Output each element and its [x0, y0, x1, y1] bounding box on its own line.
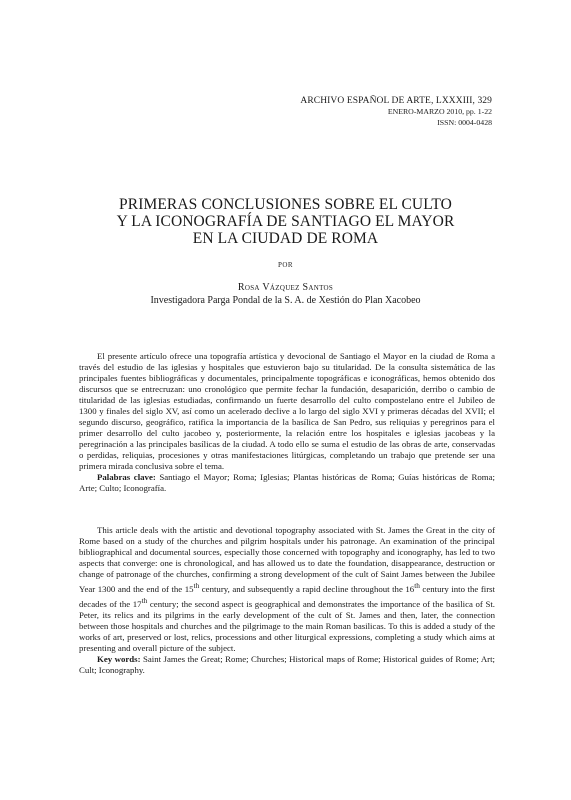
abstract-text-part: This article deals with the artistic and devotional topography associated with St. James the Great in the city of Rome based on a study of the churches and pilgrim hospitals under his patronage. An examination of the principal bibliographical and documental sources, especially those concerned with topography and iconography, has led to two aspects that converge: one is chronological, and has allowed us to date the foundation, disappearance, destruction or change of patronage of the churches, confirming a strong development of the cult of Saint James between the Jubilee Year 1300 and the end of the 15 — [79, 525, 495, 594]
abstract-english — [79, 525, 495, 676]
abstract-spanish — [79, 351, 495, 494]
author-affiliation: Investigadora Parga Pondal de la S. A. de Xestión do Plan Xacobeo — [150, 295, 421, 306]
abstract-text-part: century into the first decades of the 17 — [79, 583, 495, 609]
abstract-text: El presente artículo ofrece una topografía artística y devocional de Santiago el Mayor en la ciudad de Roma a través del estudio de las iglesias y hospitales que estuvieron bajo su titularidad. De la consulta sistemática de las principales fuentes bibliográficas y documentales, principalmente topográficas e iconográficas, hemos obtenido dos discursos que se entrecruzan: uno cronológico que permite fechar la fundación, desaparición, derribo o cambio de titularidad de las iglesias estudiadas, confirmando un fuerte desarrollo del culto compostelano entre el Jubileo de 1300 y finales del siglo XV, así como un acelerado declive a lo largo del siglo XVI y primeras décadas del XVII; el segundo discurso, geográfico, ratifica la importancia de la basílica de San Pedro, sus reliquias y peregrinos para el primer desarrollo del culto jacobeo y, posteriormente, la relación entre los hospitales e iglesias jacobeas y la peregrinación a las principales basílicas de la ciudad. A todo ello se suma el estudio de las obras de arte, conservadas o perdidas, reliquias, procesiones y otras manifestaciones litúrgicas, completando un trabajo que pretende ser una primera mirada conclusiva sobre el tema. — [79, 351, 495, 471]
keywords-list: Santiago el Mayor; Roma; Iglesias; Plantas históricas de Roma; Guías históricas de Roma; Arte; Culto; Iconografía. — [79, 472, 495, 493]
abstract-text-part: century; the second aspect is geographical and demonstrates the importance of the basilica of St. Peter, its relics and its pilgrims in the early development of the cult of St. James and then, later, the connection between those hospitals and churches and the pilgrimage to the main Roman basilicas. To this is added a study of the works of art, preserved or lost, relics, processions and other liturgical expressions, completing a study which aims at presenting and overall picture of the subject. — [79, 598, 496, 653]
journal-issue-pages: ENERO-MARZO 2010, pp. 1-22 — [387, 107, 492, 117]
article-title — [60, 196, 511, 247]
by-label: POR — [277, 261, 294, 269]
abstract-text-part: century, and subsequently a rapid decline throughout the 16 — [199, 583, 415, 594]
keywords-paragraph — [79, 472, 495, 494]
ordinal-suffix: th — [193, 581, 200, 590]
ordinal-suffix: th — [141, 595, 148, 605]
abstract-text — [79, 525, 495, 654]
title-line: EN LA CIUDAD DE ROMA — [192, 230, 379, 247]
journal-issn: ISSN: 0004-0428 — [437, 117, 492, 127]
title-line: Y LA ICONOGRAFÍA DE SANTIAGO EL MAYOR — [116, 213, 455, 230]
keywords-label: Palabras clave: — [97, 472, 156, 482]
keywords-list: Saint James the Great; Rome; Churches; Historical maps of Rome; Historical guides of Rome; Art; Cult; Iconography. — [79, 653, 495, 675]
keywords-label: Key words: — [97, 653, 141, 664]
author-name: Rosa Vázquez Santos — [237, 282, 334, 293]
title-line: PRIMERAS CONCLUSIONES SOBRE EL CULTO — [119, 196, 452, 213]
ordinal-suffix: th — [414, 581, 420, 590]
keywords-paragraph — [79, 654, 495, 676]
journal-title: ARCHIVO ESPAÑOL DE ARTE, LXXXIII, 329 — [300, 96, 492, 106]
author-block — [0, 281, 571, 307]
journal-header — [300, 96, 492, 127]
